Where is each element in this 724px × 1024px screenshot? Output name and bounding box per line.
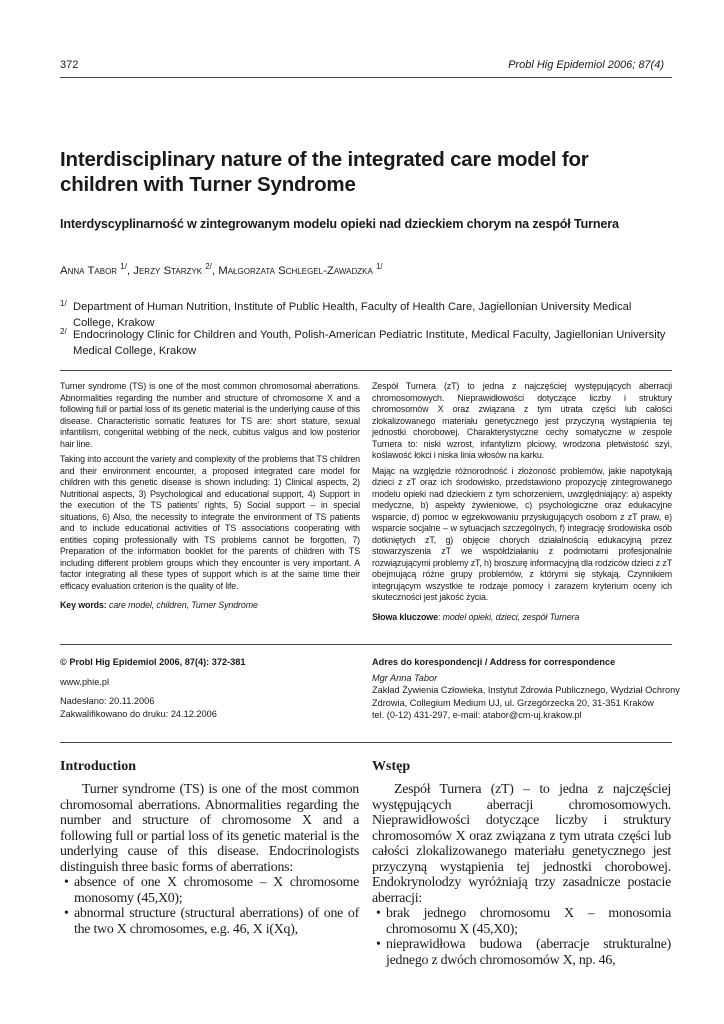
correspondence-heading: Adres do korespondencji / Address for correspondence [372,657,616,667]
list-item: • abnormal structure (structural aberrations) of one of the two X chromosomes, e.g. 46, X i(Xq), [60,906,359,937]
section-rule [60,370,672,371]
correspondence-contact-line: tel. (0-12) 431-297, e-mail: atabor@cm-uj.krakow.pl [372,710,582,720]
correspondence-address-line: Zdrowia, Collegium Medium UJ, ul. Grzegórzecka 20, 31-351 Kraków [372,697,654,708]
journal-reference: Probl Hig Epidemiol 2006; 87(4) [508,59,664,71]
affiliation-text: Endocrinology Clinic for Children and Youth, Polish-American Pediatric Institute, Medical Faculty, Jagiellonian University Medical College, Krakow [73,329,666,357]
abstract-paragraph: Taking into account the variety and complexity of the problems that TS children and their environment encounter, a proposed integrated care model for children with this genetic disease is shown including: 1) Clinical aspects, 2) Nutritional aspects, 3) Psychological and educational support, 4) Support in the execution of the TS patients' rights, 5) Social support – in special situations, 6) Also, the necessity to integrate the environment of TS patients and to include educational activities of TS associations cooperating with entities coping professionally with TS problems cannot be forgotten, 7) Preparation of the information booklet for the parents of children with TS including different problem groups which they encounter is very important. A factor integrating all these types of support which is at the same time their efficacy evaluation criterion is the quality of life. [60,454,360,591]
aberration-list [60,875,359,937]
author-affiliation-mark: 2/ [205,262,212,271]
body-paragraph: Turner syndrome (TS) is one of the most common chromosomal aberrations. Abnormalities regarding the number and structure of chromosome X and a following full or partial loss of its genetic material is the underlying cause of this disease. Endocrinologists distinguish three basic forms of aberrations: [60,782,359,875]
keywords-label: Słowa kluczowe [372,611,438,622]
page-number: 372 [60,59,79,71]
abstract-english [60,381,360,616]
list-item: • brak jednego chromosomu X – monosomia chromosomu X (45,X0); [372,906,671,937]
abstract-paragraph: Zespół Turnera (zT) to jedna z najczęściej występujących aberracji chromosomowych. Nieprawidłowości dotyczące liczby i struktury chromosomów X oraz związana z tym utrata części lub całości zlokalizowanego materiału genetycznego jest przyczyną wystąpienia tej jednostki chorobowej. Charakterystyczne cechy somatyczne w zespole Turnera to: niski wzrost, infantylizm płciowy, wrodzona płetwistość szyi, koślawość łokci i niska linia włosów na karku. [372,381,672,460]
author-list: Anna Tabor $^{1/}$, Jerzy Starzyk $^{2/}$, Małgorzata Schlegel-Zawadzka $^{1/}$ [60,262,383,277]
article-title: Interdisciplinary nature of the integrated care model for children with Turner Syndrome [60,148,589,196]
affiliation [60,327,672,359]
author-name: Jerzy Starzyk [133,264,203,277]
correspondence-address-line: Zakład Żywienia Człowieka, Instytut Zdrowia Publicznego, Wydział Ochrony [372,685,680,695]
affiliation-number: 2/ [60,327,67,336]
author-affiliation-mark: 1/ [120,262,127,271]
abstract-paragraph: Mając na względzie różnorodność i złożoność problemów, jakie napotykają dzieci z zT oraz ich środowisko, przedstawiono propozycję zintegrowanego modelu opieki nad dzieckiem z tym schorzeniem, uwzględniający: a) aspekty medyczne, b) aspekty żywieniowe, c) psychologiczne oraz edukacyjne wsparcie, d) pomoc w egzekwowaniu przysługujących osobom z zT praw, e) wsparcie socjalne – w sytuacjach szczególnych, f) integrację środowiska osób dotkniętych zT, g) objęcie chorych działalnością edukacyjną przez stowarzyszenia zT we współdziałaniu z podmiotami profesjonalnie rozwiązującymi problemy zT, h) broszurę informacyjną dla rodziców dzieci z zT obejmującą różne grupy problemów, z którymi się stykają. Czynnikiem integrującym wszystkie te rodzaje pomocy i zarazem kryterium oceny ich skuteczności jest jakość życia. [372,465,673,602]
keywords: Słowa kluczowe: model opieki, dzieci, zespół Turnera [372,611,580,622]
affiliation-text: Department of Human Nutrition, Institute of Public Health, Faculty of Health Care, Jagiellonian University Medical College, Krakow [73,301,632,329]
list-item: • absence of one X chromosome – X chromosome monosomy (45,X0); [60,875,359,906]
received-date: Nadesłano: 20.11.2006 [60,696,155,706]
list-item: • nieprawidłowa budowa (aberracje strukturalne) jednego z dwóch chromosomów X, np. 46, [372,937,671,968]
abstract-polish [372,381,672,627]
aberration-list [372,906,671,968]
keywords-text: care model, children, Turner Syndrome [109,600,258,610]
section-rule [60,644,672,645]
wstep-heading: Wstęp [372,759,411,774]
journal-website[interactable]: www.phie.pl [60,676,110,687]
introduction-body [60,782,359,937]
accepted-date: Zakwalifikowano do druku: 24.12.2006 [60,708,217,719]
correspondence-name: Mgr Anna Tabor [372,672,438,683]
header-rule [60,77,672,78]
introduction-heading: Introduction [60,759,136,774]
affiliation-number: 1/ [60,299,67,308]
correspondence-block [372,656,682,722]
body-paragraph: Zespół Turnera (zT) – to jedna z najczęściej występujących aberracji chromosomowych. Nieprawidłowości dotyczące liczby i struktury chromosomów X oraz związana z tym utrata części lub całości zlokalizowanego materiału genetycznego jest przyczyną wystąpienia tej jednostki chorobowej. Endokrynolodzy wyróżniają trzy zasadnicze postacie aberracji: [372,782,671,906]
article-subtitle: Interdyscyplinarność w zintegrowanym modelu opieki nad dzieckiem chorym na zespół Turnera [60,217,619,231]
wstep-body [372,782,671,968]
author-name: Anna Tabor [60,264,118,277]
keywords [60,600,360,612]
citation: © Probl Hig Epidemiol 2006, 87(4): 372-381 [60,657,246,667]
citation-block [60,656,360,720]
author-affiliation-mark: 1/ [375,262,383,271]
abstract-paragraph: Turner syndrome (TS) is one of the most common chromosomal aberrations. Abnormalities regarding the number and structure of chromosome X and a following full or partial loss of its genetic material is the underlying cause of this disease. Characteristic somatic features for TS are: short stature, sexual infantilism, congenital webbing of the neck, cubitus valgus and low posterior hair line. [60,381,360,449]
author-name: Małgorzata Schlegel-Zawadzka [218,264,373,277]
section-rule [60,742,672,743]
keywords-label: Key words: [60,600,107,610]
keywords-text: model opieki, dzieci, zespół Turnera [442,611,580,622]
